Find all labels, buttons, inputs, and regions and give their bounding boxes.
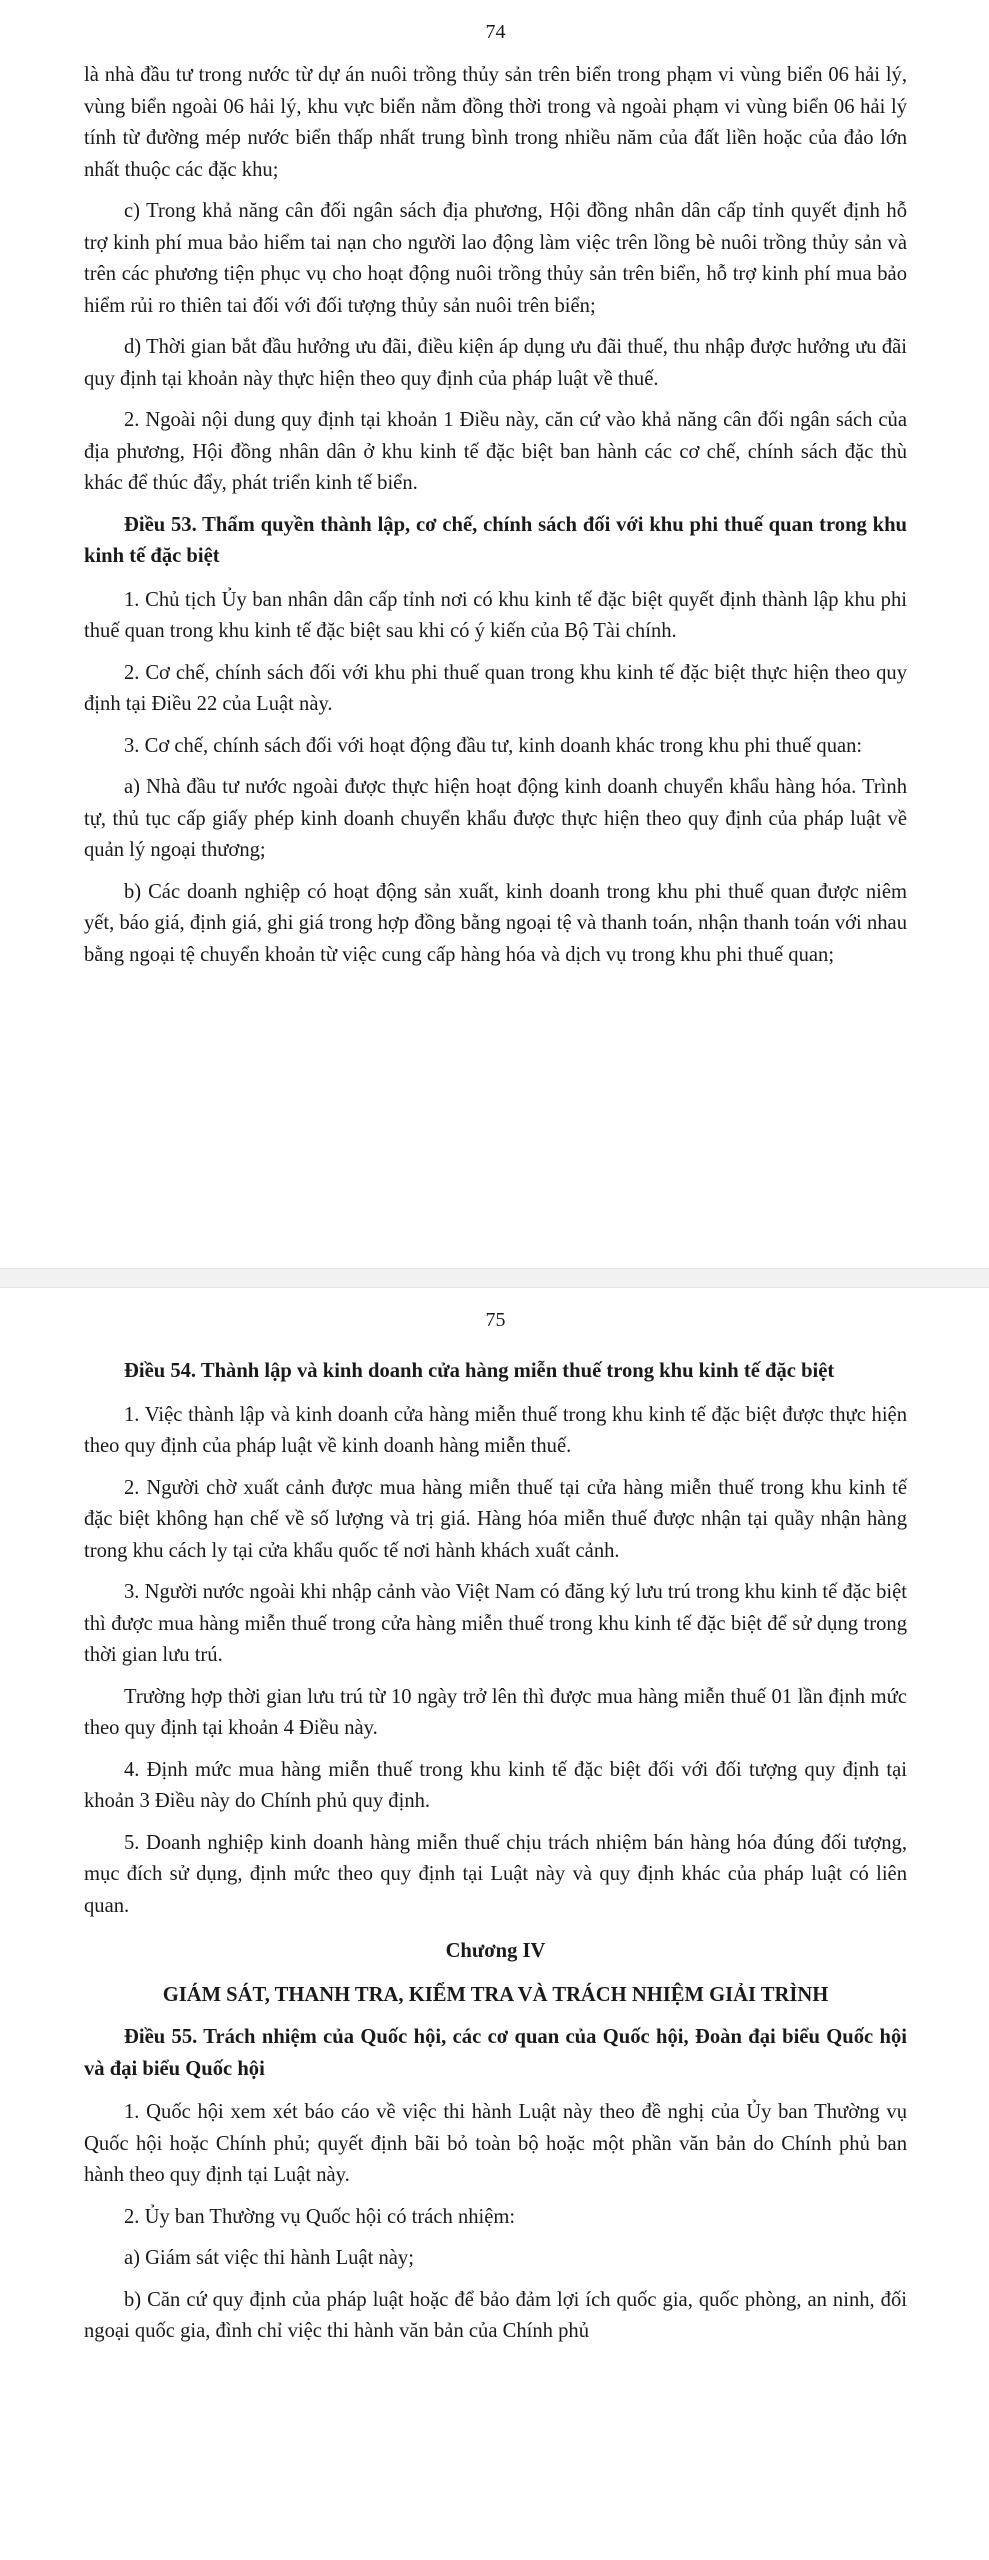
- paragraph: là nhà đầu tư trong nước từ dự án nuôi trồng thủy sản trên biển trong phạm vi vùng biển 06 hải lý, vùng biển ngoài 06 hải lý, khu vực biển nằm đồng thời trong và ngoài phạm vi vùng biển 06 hải lý tính từ đường mép nước biển thấp nhất trung bình trong nhiều năm của đất liền hoặc của đảo lớn nhất thuộc các đặc khu;: [84, 64, 907, 181]
- paragraph: 2. Người chờ xuất cảnh được mua hàng miễn thuế tại cửa hàng miễn thuế trong khu kinh tế đặc biệt không hạn chế về số lượng và trị giá. Hàng hóa miễn thuế được nhận tại quầy nhận hàng trong khu cách ly tại cửa khẩu quốc tế nơi hành khách xuất cảnh.: [84, 1476, 907, 1562]
- paragraph: Trường hợp thời gian lưu trú từ 10 ngày trở lên thì được mua hàng miễn thuế 01 lần định mức theo quy định tại khoản 4 Điều này.: [84, 1685, 907, 1739]
- page-content: [84, 60, 907, 971]
- article-heading: Điều 54. Thành lập và kinh doanh cửa hàng miễn thuế trong khu kinh tế đặc biệt: [124, 1360, 835, 1382]
- paragraph: 2. Ngoài nội dung quy định tại khoản 1 Điều này, căn cứ vào khả năng cân đối ngân sách của địa phương, Hội đồng nhân dân ở khu kinh tế đặc biệt ban hành các cơ chế, chính sách đặc thù khác để thúc đẩy, phát triển kinh tế biển.: [84, 409, 907, 494]
- page-content: [84, 1356, 907, 2348]
- paragraph: b) Các doanh nghiệp có hoạt động sản xuất, kinh doanh trong khu phi thuế quan được niêm yết, báo giá, định giá, ghi giá trong hợp đồng bằng ngoại tệ và thanh toán, nhận thanh toán với nhau bằng ngoại tệ chuyển khoản từ việc cung cấp hàng hóa và dịch vụ trong khu phi thuế quan;: [84, 880, 907, 966]
- paragraph: 1. Quốc hội xem xét báo cáo về việc thi hành Luật này theo đề nghị của Ủy ban Thường vụ Quốc hội hoặc Chính phủ; quyết định bãi bỏ toàn bộ hoặc một phần văn bản do Chính phủ ban hành theo quy định tại Luật này.: [84, 2101, 907, 2186]
- paragraph: b) Căn cứ quy định của pháp luật hoặc để bảo đảm lợi ích quốc gia, quốc phòng, an ninh, đối ngoại quốc gia, đình chỉ việc thi hành văn bản của Chính phủ: [84, 2288, 907, 2342]
- paragraph: 5. Doanh nghiệp kinh doanh hàng miễn thuế chịu trách nhiệm bán hàng hóa đúng đối tượng, mục đích sử dụng, định mức theo quy định tại Luật này và quy định khác của pháp luật có liên quan.: [84, 1831, 907, 1917]
- article-heading: Điều 53. Thẩm quyền thành lập, cơ chế, chính sách đối với khu phi thuế quan trong khu kinh tế đặc biệt: [84, 513, 907, 567]
- paragraph: 1. Chủ tịch Ủy ban nhân dân cấp tỉnh nơi có khu kinh tế đặc biệt quyết định thành lập khu phi thuế quan trong khu kinh tế đặc biệt sau khi có ý kiến của Bộ Tài chính.: [84, 588, 907, 642]
- paragraph: a) Nhà đầu tư nước ngoài được thực hiện hoạt động kinh doanh chuyển khẩu hàng hóa. Trình tự, thủ tục cấp giấy phép kinh doanh chuyển khẩu được thực hiện theo quy định của pháp luật về quản lý ngoại thương;: [84, 776, 907, 861]
- paragraph: 2. Cơ chế, chính sách đối với khu phi thuế quan trong khu kinh tế đặc biệt thực hiện theo quy định tại Điều 22 của Luật này.: [84, 661, 907, 715]
- paragraph: d) Thời gian bắt đầu hưởng ưu đãi, điều kiện áp dụng ưu đãi thuế, thu nhập được hưởng ưu đãi quy định tại khoản này thực hiện theo quy định của pháp luật về thuế.: [84, 336, 907, 390]
- article-heading: Điều 55. Trách nhiệm của Quốc hội, các cơ quan của Quốc hội, Đoàn đại biểu Quốc hội và đại biểu Quốc hội: [84, 2026, 907, 2080]
- paragraph: 1. Việc thành lập và kinh doanh cửa hàng miễn thuế trong khu kinh tế đặc biệt được thực hiện theo quy định của pháp luật về kinh doanh hàng miễn thuế.: [84, 1403, 907, 1457]
- paragraph: 2. Ủy ban Thường vụ Quốc hội có trách nhiệm:: [124, 2205, 516, 2228]
- paragraph: 4. Định mức mua hàng miễn thuế trong khu kinh tế đặc biệt đối với đối tượng quy định tại khoản 3 Điều này do Chính phủ quy định.: [84, 1758, 907, 1812]
- page-number: 74: [485, 21, 506, 43]
- paragraph: c) Trong khả năng cân đối ngân sách địa phương, Hội đồng nhân dân cấp tỉnh quyết định hỗ trợ kinh phí mua bảo hiểm tai nạn cho người lao động làm việc trên lồng bè nuôi trồng thủy sản và trên các phương tiện phục vụ cho hoạt động nuôi trồng thủy sản trên biển, hỗ trợ kinh phí mua bảo hiểm rủi ro thiên tai đối với đối tượng thủy sản nuôi trên biển;: [84, 200, 907, 317]
- page-number: 75: [485, 1309, 506, 1331]
- chapter-title: GIÁM SÁT, THANH TRA, KIỂM TRA VÀ TRÁCH NHIỆM GIẢI TRÌNH: [162, 1984, 829, 2006]
- document-page-74: [0, 0, 989, 1268]
- document-page-75: [0, 1286, 989, 2560]
- paragraph: 3. Cơ chế, chính sách đối với hoạt động đầu tư, kinh doanh khác trong khu phi thuế quan:: [124, 734, 863, 757]
- paragraph: a) Giám sát việc thi hành Luật này;: [124, 2247, 414, 2269]
- chapter-title: Chương IV: [445, 1940, 546, 1962]
- paragraph: 3. Người nước ngoài khi nhập cảnh vào Việt Nam có đăng ký lưu trú trong khu kinh tế đặc biệt thì được mua hàng miễn thuế trong cửa hàng miễn thuế trong khu kinh tế đặc biệt để sử dụng trong thời gian lưu trú.: [84, 1581, 907, 1666]
- page-separator: [0, 1268, 989, 1288]
